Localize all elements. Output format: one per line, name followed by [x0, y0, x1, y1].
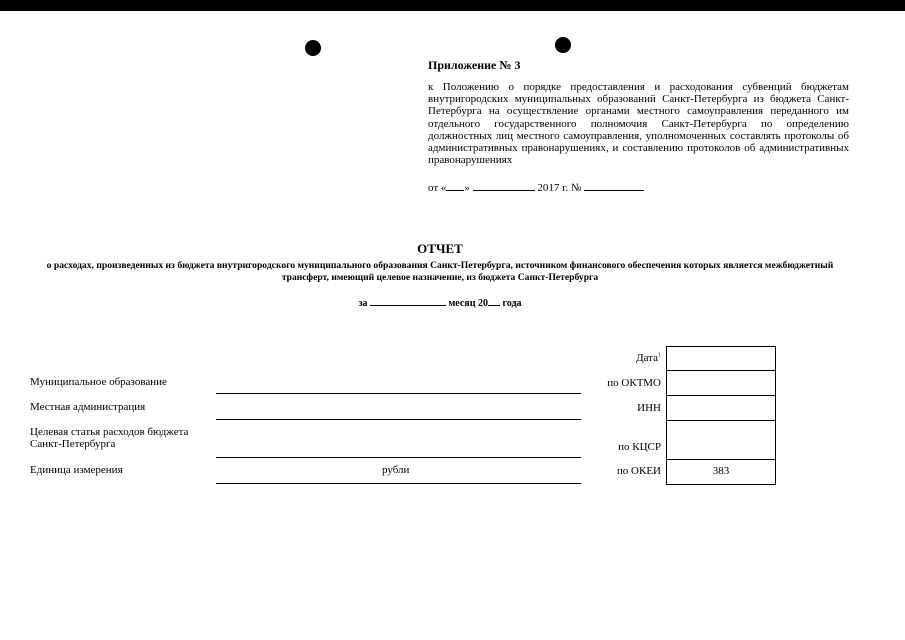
date-mid: »: [464, 182, 470, 194]
okei-code-value: 383: [712, 465, 730, 477]
date-prefix: от «: [428, 182, 447, 194]
budget-article-label-1: Целевая статья расходов бюджета: [30, 426, 189, 438]
budget-article-label-2: Санкт-Петербурга: [30, 438, 116, 450]
administration-input-line[interactable]: [216, 419, 581, 420]
day-blank[interactable]: [446, 180, 464, 191]
date-code-cell[interactable]: [666, 346, 776, 371]
administration-label: Местная администрация: [30, 401, 146, 413]
date-code-label: [541, 352, 661, 364]
period-year-blank[interactable]: [488, 295, 500, 306]
unit-value: рубли: [382, 464, 410, 476]
municipal-label: Муниципальное образование: [30, 376, 167, 388]
report-subtitle: о расходах, произведенных из бюджета внутригородского муниципального образования Санкт-Петербурга, источником финансового обеспечения которых является межбюджетный трансферт, имеющий целевое назначение, из бюджета Санкт-Петербурга: [46, 260, 834, 283]
period-month-blank[interactable]: [370, 295, 446, 306]
appendix-text: к Положению о порядке предоставления и расходования субвенций бюджетам внутригородских муниципальных образований Санкт-Петербурга из бюджета Санкт-Петербурга на осуществление органами местного самоуправления переданного им отдельного государственного полномочия Санкт-Петербурга по определению должностных лиц местного самоуправления, уполномоченных составлять протоколы об административных правонарушениях, и составлению протоколов об административных правонарушениях: [428, 81, 849, 167]
budget-article-input-line[interactable]: [216, 457, 581, 458]
number-blank[interactable]: [584, 180, 644, 191]
punch-hole-left: [305, 40, 321, 56]
period-mid: месяц 20: [448, 298, 488, 309]
unit-label: Единица измерения: [30, 464, 123, 476]
okei-label: по ОКЕИ: [616, 465, 661, 477]
period-prefix: за: [358, 298, 368, 309]
date-footnote: 1: [658, 352, 661, 359]
inn-label: ИНН: [637, 402, 661, 414]
unit-input-line[interactable]: [216, 483, 581, 484]
kcsr-code-cell[interactable]: [666, 420, 776, 460]
oktmo-label: по ОКТМО: [607, 377, 661, 389]
top-border-bar: [0, 0, 905, 11]
month-blank[interactable]: [473, 180, 535, 191]
municipal-input-line[interactable]: [216, 393, 581, 394]
report-period-line: [0, 295, 880, 309]
appendix-title: Приложение № 3: [428, 58, 521, 72]
okei-code-cell[interactable]: [666, 459, 776, 485]
punch-hole-right: [555, 37, 571, 53]
inn-code-cell[interactable]: [666, 395, 776, 421]
oktmo-code-cell[interactable]: [666, 370, 776, 396]
date-text: Дата: [636, 352, 658, 364]
date-year: 2017 г. №: [537, 182, 582, 194]
appendix-date-line: [428, 180, 644, 194]
period-suffix: года: [502, 298, 522, 309]
kcsr-label: по КЦСР: [618, 441, 661, 453]
report-title: ОТЧЕТ: [417, 241, 463, 256]
